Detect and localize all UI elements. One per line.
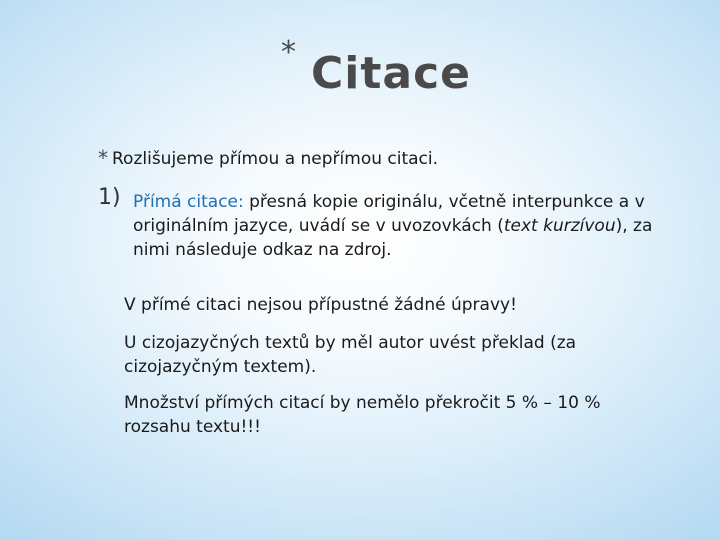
- item-text-after: ), za nimi následuje odkaz na zdroj.: [133, 216, 653, 260]
- asterisk-icon: *: [281, 35, 296, 70]
- paragraph-quantity: Množství přímých citací by nemělo překročit 5 % – 10 % rozsahu textu!!!: [124, 393, 601, 437]
- list-number: 1): [98, 185, 121, 210]
- asterisk-bullet-icon: *: [98, 146, 108, 170]
- paragraph-no-edits: V přímé citaci nejsou přípustné žádné úpravy!: [124, 295, 517, 315]
- intro-text: Rozlišujeme přímou a nepřímou citaci.: [112, 149, 439, 169]
- slide-title: Citace: [311, 48, 472, 99]
- item-label: Přímá citace:: [133, 192, 244, 212]
- list-item-direct-citation: [133, 190, 653, 262]
- item-italic-text: text kurzívou: [503, 216, 616, 236]
- paragraph-translation: U cizojazyčných textů by měl autor uvést překlad (za cizojazyčným textem).: [124, 333, 577, 377]
- item-text-before: přesná kopie originálu, včetně interpunkce a v originálním jazyce, uvádí se v uvozovkách (: [133, 192, 645, 236]
